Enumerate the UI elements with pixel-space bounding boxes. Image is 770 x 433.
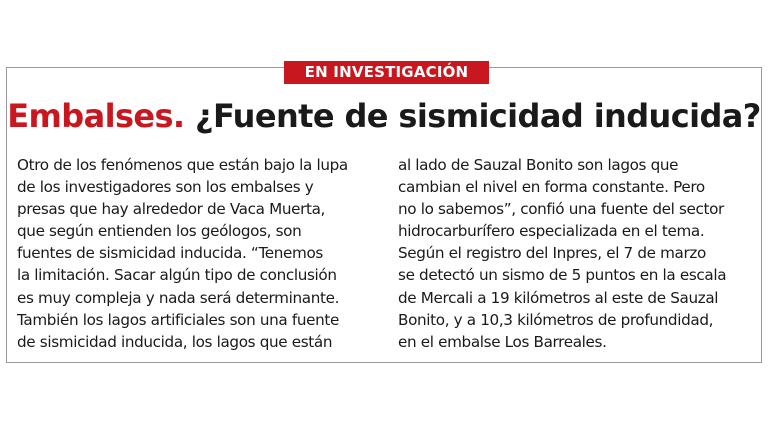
body-line: se detectó un sismo de 5 puntos en la escala [398,266,727,285]
body-line: También los lagos artificiales son una fuente [17,310,339,329]
headline [6,92,762,140]
body-line: no lo sabemos”, confió una fuente del sector [398,200,724,219]
body-line: es muy compleja y nada será determinante. [17,288,340,307]
body-line: fuentes de sismicidad inducida. “Tenemos [17,244,323,263]
body-line: Según el registro del Inpres, el 7 de marzo [398,244,706,263]
body-line: de sismicidad inducida, los lagos que están [17,332,333,351]
body-line: Otro de los fenómenos que están bajo la lupa [17,156,348,174]
headline-title: ¿Fuente de sismicidad inducida? [195,97,761,135]
body-line: Bonito, y a 10,3 kilómetros de profundidad, [398,310,714,329]
body-line: cambian el nivel en forma constante. Pero [398,178,705,197]
body-line: de Mercali a 19 kilómetros al este de Sauzal [398,288,719,307]
body-line: hidrocarburífero especializada en el tema. [398,222,705,241]
body-line: de los investigadores son los embalses y [17,178,314,197]
headline-kicker: Embalses. [7,97,185,135]
body-line: que según entienden los geólogos, son [17,222,302,241]
body-column-right [398,154,763,353]
section-tag: EN INVESTIGACIÓN [284,61,489,84]
body-column-left [17,154,382,353]
body-line: la limitación. Sacar algún tipo de conclusión [17,266,337,285]
body-line: en el embalse Los Barreales. [398,332,607,351]
body-line: presas que hay alrededor de Vaca Muerta, [17,200,326,219]
body-line: al lado de Sauzal Bonito son lagos que [398,156,679,174]
